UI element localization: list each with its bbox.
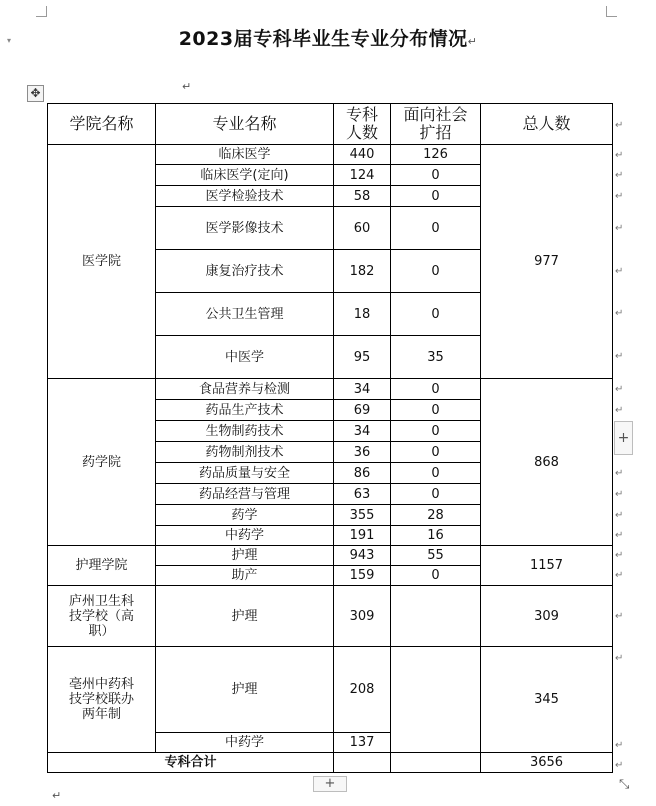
plus-icon: + bbox=[324, 776, 336, 791]
major-cell: 护理 bbox=[156, 647, 334, 733]
major-cell: 药物制剂技术 bbox=[156, 442, 334, 463]
college-name-line: 两年制 bbox=[81, 707, 121, 722]
header-count-line1: 专科 bbox=[345, 105, 378, 124]
expand-cell: 0 bbox=[391, 165, 481, 186]
major-cell: 临床医学 bbox=[156, 145, 334, 165]
count-cell: 355 bbox=[334, 505, 391, 526]
resize-diagonal-icon[interactable]: ⤡ bbox=[619, 777, 630, 792]
total-cell: 345 bbox=[481, 647, 613, 753]
row-end-mark: ↵ bbox=[615, 150, 624, 161]
count-cell: 63 bbox=[334, 484, 391, 505]
row-end-mark: ↵ bbox=[615, 760, 624, 771]
row-end-mark: ↵ bbox=[615, 489, 624, 500]
row-end-mark: ↵ bbox=[615, 510, 624, 521]
expand-cell: 0 bbox=[391, 186, 481, 207]
total-cell: 309 bbox=[481, 586, 613, 647]
row-end-mark: ↵ bbox=[615, 570, 624, 581]
page-corner-mark-right bbox=[606, 6, 617, 17]
count-cell: 943 bbox=[334, 546, 391, 566]
count-cell: 124 bbox=[334, 165, 391, 186]
major-cell: 药学 bbox=[156, 505, 334, 526]
header-expand-line1: 面向社会 bbox=[403, 105, 468, 124]
summary-count bbox=[334, 753, 391, 773]
page-corner-mark-left bbox=[36, 6, 47, 17]
row-end-mark: ↵ bbox=[615, 351, 624, 362]
count-cell: 309 bbox=[334, 586, 391, 647]
college-cell: 药学院 bbox=[48, 379, 156, 546]
major-cell: 药品生产技术 bbox=[156, 400, 334, 421]
table-row bbox=[48, 586, 613, 647]
row-end-mark: ↵ bbox=[615, 653, 624, 664]
row-end-mark: ↵ bbox=[615, 266, 624, 277]
major-cell: 药品质量与安全 bbox=[156, 463, 334, 484]
college-cell: 医学院 bbox=[48, 145, 156, 379]
row-end-mark: ↵ bbox=[615, 170, 624, 181]
college-cell: 护理学院 bbox=[48, 546, 156, 586]
major-distribution-table bbox=[47, 103, 613, 773]
expand-cell: 0 bbox=[391, 400, 481, 421]
major-cell: 中药学 bbox=[156, 733, 334, 753]
major-cell: 医学检验技术 bbox=[156, 186, 334, 207]
table-row bbox=[48, 647, 613, 733]
expand-cell bbox=[391, 647, 481, 753]
summary-expand bbox=[391, 753, 481, 773]
college-name-line: 技学校联办 bbox=[68, 692, 134, 707]
summary-label: 专科合计 bbox=[48, 753, 334, 773]
add-row-button[interactable] bbox=[313, 776, 347, 792]
count-cell: 208 bbox=[334, 647, 391, 733]
row-end-mark: ↵ bbox=[615, 740, 624, 751]
header-total: 总人数 bbox=[481, 104, 613, 145]
college-cell bbox=[48, 647, 156, 753]
row-end-mark: ↵ bbox=[615, 468, 624, 479]
count-cell: 36 bbox=[334, 442, 391, 463]
paragraph-mark-icon: ↵ bbox=[467, 35, 478, 48]
count-cell: 69 bbox=[334, 400, 391, 421]
plus-icon: + bbox=[617, 430, 630, 446]
expand-cell: 0 bbox=[391, 250, 481, 293]
header-row bbox=[48, 104, 613, 145]
total-cell: 868 bbox=[481, 379, 613, 546]
title-text: 2023届专科毕业生专业分布情况 bbox=[178, 28, 468, 50]
major-cell: 生物制药技术 bbox=[156, 421, 334, 442]
expand-cell: 0 bbox=[391, 421, 481, 442]
header-college: 学院名称 bbox=[48, 104, 156, 145]
table-move-handle-icon[interactable]: ✥ bbox=[27, 85, 44, 102]
major-cell: 食品营养与检测 bbox=[156, 379, 334, 400]
count-cell: 182 bbox=[334, 250, 391, 293]
document-title bbox=[0, 24, 656, 51]
row-end-mark: ↵ bbox=[615, 191, 624, 202]
college-name-line: 庐州卫生科 bbox=[68, 593, 134, 609]
expand-cell: 126 bbox=[391, 145, 481, 165]
expand-cell: 0 bbox=[391, 566, 481, 586]
college-cell bbox=[48, 586, 156, 647]
count-cell: 58 bbox=[334, 186, 391, 207]
row-end-mark: ↵ bbox=[615, 223, 624, 234]
row-end-mark: ↵ bbox=[615, 384, 624, 395]
count-cell: 440 bbox=[334, 145, 391, 165]
table-row bbox=[48, 145, 613, 165]
major-cell: 药品经营与管理 bbox=[156, 484, 334, 505]
major-cell: 公共卫生管理 bbox=[156, 293, 334, 336]
row-end-mark: ↵ bbox=[615, 530, 624, 541]
major-cell: 中医学 bbox=[156, 336, 334, 379]
expand-cell bbox=[391, 586, 481, 647]
row-end-mark: ↵ bbox=[615, 405, 624, 416]
expand-cell: 55 bbox=[391, 546, 481, 566]
major-cell: 护理 bbox=[156, 586, 334, 647]
total-cell: 1157 bbox=[481, 546, 613, 586]
summary-row bbox=[48, 753, 613, 773]
count-cell: 18 bbox=[334, 293, 391, 336]
count-cell: 34 bbox=[334, 379, 391, 400]
header-expand bbox=[391, 104, 481, 145]
count-cell: 191 bbox=[334, 526, 391, 546]
college-name-line: 亳州中药科 bbox=[68, 677, 134, 692]
header-major: 专业名称 bbox=[156, 104, 334, 145]
expand-cell: 16 bbox=[391, 526, 481, 546]
paragraph-mark-icon: ↵ bbox=[52, 789, 62, 802]
count-cell: 159 bbox=[334, 566, 391, 586]
expand-cell: 0 bbox=[391, 442, 481, 463]
table-row bbox=[48, 546, 613, 566]
paragraph-mark-icon: ↵ bbox=[182, 80, 192, 93]
college-name-line: 技学校（高 bbox=[68, 608, 134, 624]
header-count-line2: 人数 bbox=[345, 123, 378, 142]
major-cell: 护理 bbox=[156, 546, 334, 566]
count-cell: 34 bbox=[334, 421, 391, 442]
row-end-mark: ↵ bbox=[615, 611, 624, 622]
expand-cell: 0 bbox=[391, 484, 481, 505]
summary-total: 3656 bbox=[481, 753, 613, 773]
expand-cell: 35 bbox=[391, 336, 481, 379]
count-cell: 86 bbox=[334, 463, 391, 484]
major-cell: 助产 bbox=[156, 566, 334, 586]
major-cell: 康复治疗技术 bbox=[156, 250, 334, 293]
expand-cell: 0 bbox=[391, 463, 481, 484]
major-cell: 临床医学(定向) bbox=[156, 165, 334, 186]
total-cell: 977 bbox=[481, 145, 613, 379]
count-cell: 60 bbox=[334, 207, 391, 250]
major-cell: 中药学 bbox=[156, 526, 334, 546]
row-end-mark: ↵ bbox=[615, 308, 624, 319]
expand-cell: 28 bbox=[391, 505, 481, 526]
header-count bbox=[334, 104, 391, 145]
row-end-mark: ↵ bbox=[615, 550, 624, 561]
collapse-triangle-icon[interactable]: ▾ bbox=[7, 36, 12, 45]
table-row bbox=[48, 379, 613, 400]
expand-cell: 0 bbox=[391, 207, 481, 250]
count-cell: 95 bbox=[334, 336, 391, 379]
header-expand-line2: 扩招 bbox=[419, 123, 452, 142]
expand-cell: 0 bbox=[391, 379, 481, 400]
row-end-mark: ↵ bbox=[615, 120, 624, 131]
add-column-button[interactable] bbox=[614, 421, 633, 455]
college-name-line: 职） bbox=[88, 623, 115, 639]
count-cell: 137 bbox=[334, 733, 391, 753]
major-cell: 医学影像技术 bbox=[156, 207, 334, 250]
expand-cell: 0 bbox=[391, 293, 481, 336]
